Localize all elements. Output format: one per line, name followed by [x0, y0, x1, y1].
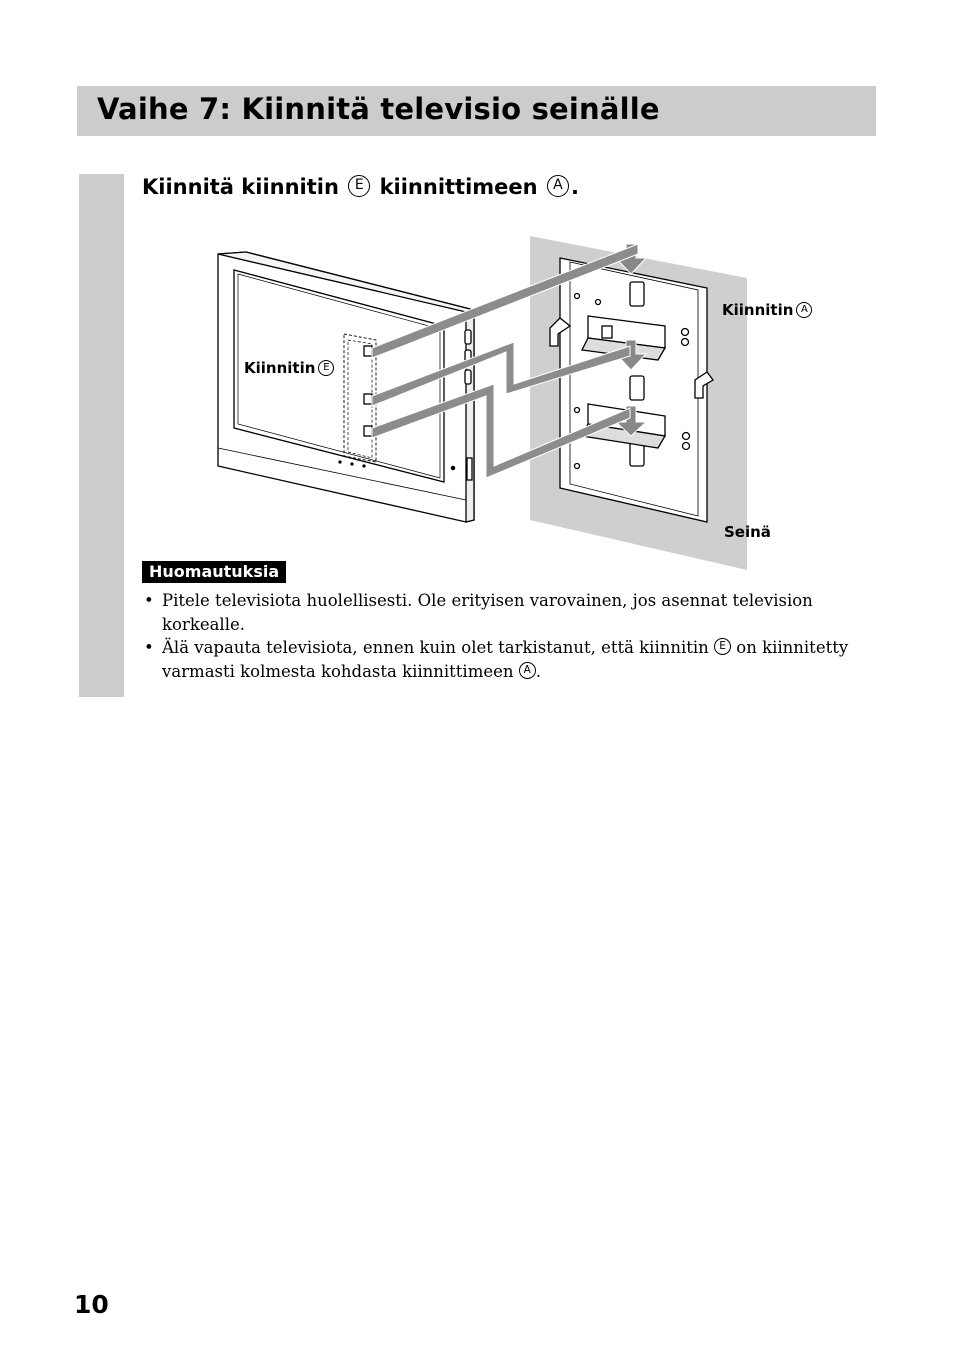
label-bracket-e [244, 359, 334, 377]
label-bracket-a [722, 301, 812, 319]
note-2-text-b: on kiinnitetty varmasti kolmesta kohdasta kiinnittimeen [162, 638, 849, 681]
note-bracket-e-badge: E [714, 638, 731, 655]
television [218, 252, 474, 522]
note-item [142, 589, 877, 636]
section-title: Vaihe 7: Kiinnitä televisio seinälle [97, 92, 660, 126]
bullet: • [144, 638, 154, 657]
step-side-bar [79, 174, 124, 697]
label-bracket-a-badge: A [796, 302, 812, 318]
note-bracket-a-badge: A [519, 662, 536, 679]
mounting-diagram [210, 230, 808, 575]
step-heading [142, 175, 579, 199]
step-heading-period: . [570, 175, 579, 199]
wall-bracket-a [550, 258, 713, 522]
page-number: 10 [74, 1290, 109, 1319]
bullet: • [144, 591, 154, 610]
label-wall: Seinä [724, 523, 771, 541]
bracket-e-badge: E [348, 175, 370, 197]
label-bracket-e-badge: E [318, 360, 334, 376]
note-1-text: Pitele televisiota huolellisesti. Ole erityisen varovainen, jos asennat television korkealle. [162, 591, 813, 634]
step-heading-text-2: kiinnittimeen [379, 175, 538, 199]
note-2-text-c: . [535, 661, 542, 681]
bracket-a-badge: A [547, 175, 569, 197]
step-heading-text-1: Kiinnitä kiinnitin [142, 175, 339, 199]
notes-tag: Huomautuksia [142, 561, 286, 583]
section-title-bar [77, 86, 876, 136]
mounting-illustration [210, 230, 790, 575]
notes-list [142, 589, 877, 683]
label-bracket-e-text: Kiinnitin [244, 359, 316, 377]
note-item [142, 636, 877, 683]
note-2-text-a: Älä vapauta televisiota, ennen kuin olet tarkistanut, että kiinnitin [162, 638, 709, 657]
label-bracket-a-text: Kiinnitin [722, 301, 794, 319]
